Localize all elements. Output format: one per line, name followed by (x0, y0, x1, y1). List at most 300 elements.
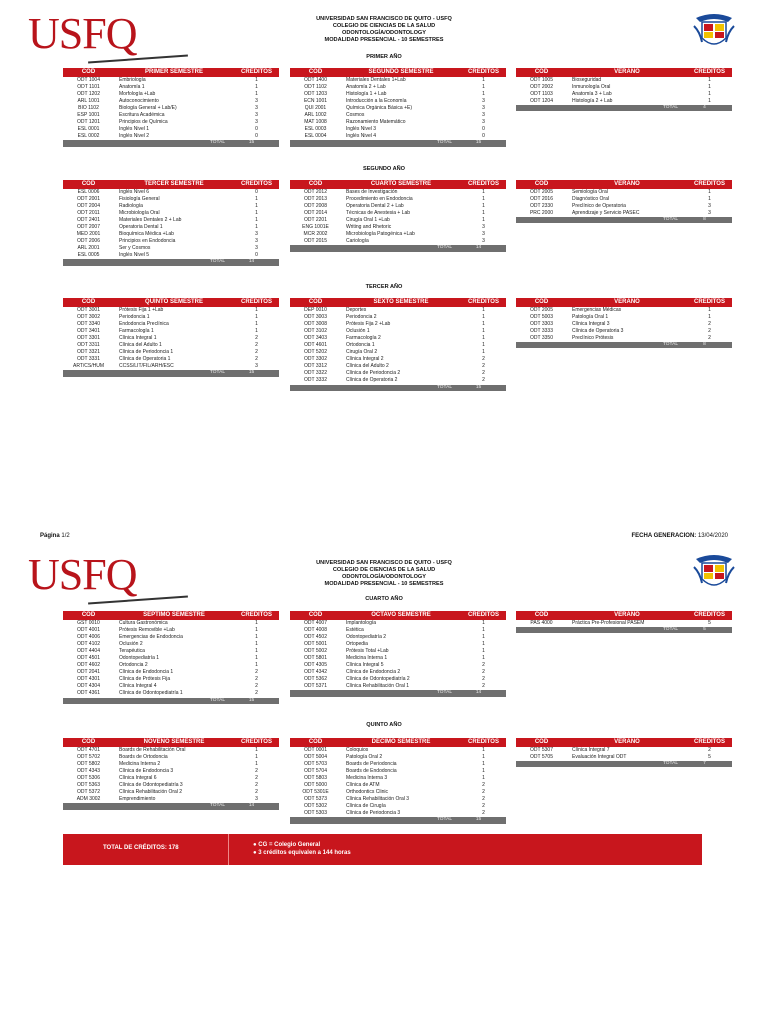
table-row (63, 676, 279, 683)
table-row (290, 803, 506, 810)
course-code: ODT 3301 (77, 334, 100, 341)
course-credits: 1 (255, 746, 258, 753)
total-label: TOTAL (436, 245, 452, 251)
course-name: Razonamiento Matemático (346, 119, 406, 126)
table-total-row (290, 385, 506, 392)
course-name: Anatomía 1 (119, 83, 145, 90)
table-header (290, 738, 506, 747)
course-name: Endodoncia Preclínica (119, 320, 169, 327)
table-row (63, 210, 279, 217)
course-credits: 1 (255, 83, 258, 90)
column-header: VERANO (614, 181, 640, 187)
table-row (290, 307, 506, 314)
course-code: ODT 5001 (304, 640, 327, 647)
table-row (63, 84, 279, 91)
table-row (290, 328, 506, 335)
course-code: ODT 4602 (77, 662, 100, 669)
course-name: Práctica Pre-Profesional PASEM (572, 619, 645, 626)
table-row (63, 252, 279, 259)
course-code: ODT 2201 (304, 216, 327, 223)
table-row (516, 196, 732, 203)
course-credits: 1 (255, 640, 258, 647)
course-credits: 1 (482, 76, 485, 83)
table-total-row (63, 370, 279, 377)
table-row (63, 761, 279, 768)
table-row (516, 84, 732, 91)
table-row (63, 690, 279, 697)
course-name: Embriología (119, 76, 146, 83)
course-code: ODT 5372 (77, 789, 100, 796)
course-code: ODT 4305 (304, 662, 327, 669)
course-credits: 1 (482, 334, 485, 341)
table-row (290, 196, 506, 203)
course-name: Anatomía 2 + Lab (346, 83, 386, 90)
total-label: TOTAL (662, 760, 678, 766)
column-header: COD (81, 299, 96, 305)
semester-table (516, 298, 732, 348)
course-name: Patología Oral 1 (572, 313, 609, 320)
table-total-row (63, 259, 279, 266)
total-value: 15 (248, 370, 255, 376)
course-name: Cirugía Oral 1 +Lab (346, 216, 390, 223)
course-credits: 3 (482, 97, 485, 104)
table-row (516, 754, 732, 761)
column-header: COD (81, 612, 96, 618)
course-credits: 2 (708, 320, 711, 327)
course-credits: 2 (482, 356, 485, 363)
semester-table (63, 611, 279, 704)
course-code: ODT 2330 (530, 202, 553, 209)
course-credits: 2 (255, 774, 258, 781)
course-credits: 1 (482, 640, 485, 647)
course-credits: 2 (482, 781, 485, 788)
semester-table (516, 180, 732, 223)
course-name: Farmacología 2 (346, 334, 381, 341)
course-name: Técnicas de Anestesia + Lab (346, 209, 411, 216)
total-value: 5 (703, 626, 706, 632)
course-name: Prótesis Total +Lab (346, 647, 389, 654)
table-total-row (516, 217, 732, 224)
total-label: TOTAL (209, 259, 225, 265)
table-row (63, 314, 279, 321)
course-name: Oclusión 2 (119, 640, 143, 647)
course-code: ODT 2011 (77, 209, 100, 216)
course-name: Medicina Interna 2 (119, 760, 161, 767)
column-header: TERCER SEMESTRE (144, 181, 204, 187)
total-value: 7 (703, 760, 706, 766)
course-credits: 3 (255, 245, 258, 252)
table-row (516, 335, 732, 342)
course-name: Escritura Académica (119, 111, 165, 118)
year-heading: PRIMER AÑO (366, 54, 402, 60)
course-credits: 1 (255, 90, 258, 97)
course-code: ODT 5002 (304, 647, 327, 654)
course-name: Odontopediatría 1 (119, 654, 160, 661)
course-credits: 1 (482, 216, 485, 223)
course-name: Ortopedia (346, 640, 368, 647)
course-name: Emergencias de Endodoncia (119, 633, 183, 640)
course-credits: 1 (255, 76, 258, 83)
course-name: Implantología (346, 619, 377, 626)
course-code: ODT 5704 (304, 767, 327, 774)
table-total-row (516, 761, 732, 768)
course-name: Prótesis Fija 1 +Lab (119, 306, 164, 313)
table-row (290, 98, 506, 105)
course-code: ODT 0001 (304, 746, 327, 753)
semester-table (63, 738, 279, 810)
course-credits: 1 (482, 202, 485, 209)
column-header: CREDITOS (468, 739, 499, 745)
course-name: Clínica de Endodoncia 1 (119, 669, 174, 676)
course-code: ODT 5004 (304, 753, 327, 760)
course-name: Preclínico Prótesis (572, 334, 614, 341)
table-row (63, 768, 279, 775)
course-name: Cirugía Oral 2 (346, 349, 378, 356)
course-name: Principios de Química (119, 119, 168, 126)
column-header: CREDITOS (468, 612, 499, 618)
column-header: COD (308, 299, 323, 305)
course-code: ODT 4501 (77, 654, 100, 661)
table-header (63, 298, 279, 307)
course-credits: 1 (255, 753, 258, 760)
course-name: Histología 2 + Lab (572, 97, 613, 104)
course-credits: 0 (482, 126, 485, 133)
table-row (290, 126, 506, 133)
table-header (516, 738, 732, 747)
course-credits: 2 (255, 349, 258, 356)
course-credits: 1 (708, 313, 711, 320)
summary-notes: ● CG = Colegio General ● 3 créditos equivalen a 144 horas (253, 842, 351, 856)
course-code: ODT 3311 (77, 341, 100, 348)
course-credits: 3 (482, 111, 485, 118)
course-name: Farmacología 1 (119, 327, 154, 334)
course-name: Aprendizaje y Servicio PASEC (572, 209, 640, 216)
usfq-logo: USFQ (28, 553, 137, 597)
course-code: ODT 5363 (77, 781, 100, 788)
table-row (63, 126, 279, 133)
course-code: ODT 5803 (304, 774, 327, 781)
table-row (290, 634, 506, 641)
semester-table (516, 611, 732, 633)
table-row (63, 224, 279, 231)
course-credits: 1 (255, 320, 258, 327)
course-credits: 1 (255, 633, 258, 640)
column-header: COD (534, 299, 549, 305)
table-row (63, 321, 279, 328)
table-row (290, 189, 506, 196)
course-credits: 3 (255, 231, 258, 238)
course-name: Diagnóstico Oral (572, 195, 609, 202)
page-header: UNIVERSIDAD SAN FRANCISCO DE QUITO - USFQ COLEGIO DE CIENCIAS DE LA SALUD ODONTOLOGÍA/ODONTOLOGY MODALIDAD PRESENCIAL - 10 SEMESTRES (316, 560, 452, 587)
course-credits: 2 (255, 789, 258, 796)
course-credits: 2 (482, 377, 485, 384)
course-code: ODT 4343 (77, 767, 100, 774)
course-credits: 3 (708, 202, 711, 209)
page-number: Página 1/2 (40, 533, 70, 539)
course-code: ODT 5373 (304, 796, 327, 803)
course-credits: 1 (708, 83, 711, 90)
course-code: ODT 5362 (304, 676, 327, 683)
table-row (63, 775, 279, 782)
course-name: Clínica Integral 3 (572, 320, 610, 327)
table-total-row (63, 698, 279, 705)
course-credits: 1 (482, 774, 485, 781)
course-name: Clínica de Endodoncia 2 (346, 669, 401, 676)
year-heading: CUARTO AÑO (365, 596, 403, 602)
table-row (290, 775, 506, 782)
course-code: ODT 2008 (304, 202, 327, 209)
table-header (516, 611, 732, 620)
course-credits: 2 (482, 789, 485, 796)
total-label: TOTAL (436, 384, 452, 390)
table-total-row (63, 803, 279, 810)
course-code: ODT 5705 (530, 753, 553, 760)
column-header: CREDITOS (694, 181, 725, 187)
course-code: ODT 5802 (77, 760, 100, 767)
column-header: CREDITOS (694, 299, 725, 305)
column-header: SEPTIMO SEMESTRE (143, 612, 205, 618)
course-credits: 1 (255, 202, 258, 209)
course-credits: 2 (255, 356, 258, 363)
table-row (63, 217, 279, 224)
table-row (290, 655, 506, 662)
course-credits: 1 (255, 327, 258, 334)
course-credits: 2 (255, 676, 258, 683)
course-code: ODT 4102 (77, 640, 100, 647)
course-credits: 1 (482, 195, 485, 202)
course-credits: 3 (482, 238, 485, 245)
course-name: Clínica Integral 2 (346, 356, 384, 363)
total-value: 14 (475, 690, 482, 696)
course-name: Ortodoncia 2 (119, 662, 148, 669)
table-row (290, 370, 506, 377)
course-code: ARL 2001 (77, 245, 100, 252)
table-total-row (516, 627, 732, 634)
table-row (290, 761, 506, 768)
course-name: Bases de Investigación (346, 188, 398, 195)
course-credits: 3 (482, 119, 485, 126)
course-name: Inglés Nivel 1 (119, 126, 150, 133)
semester-table (516, 68, 732, 111)
course-name: Clínica de Odontopediatría 2 (346, 676, 410, 683)
column-header: CREDITOS (694, 612, 725, 618)
course-credits: 1 (482, 83, 485, 90)
course-code: ODT 1204 (530, 97, 553, 104)
total-value: 14 (248, 259, 255, 265)
course-code: MAT 1008 (304, 119, 327, 126)
column-header: NOVENO SEMESTRE (143, 739, 205, 745)
course-code: ODT 5703 (304, 760, 327, 767)
course-credits: 1 (255, 313, 258, 320)
course-name: Clínica de Operatoria 2 (346, 377, 398, 384)
course-name: Clínica Rehabilitación Oral 3 (346, 796, 410, 803)
course-code: ODT 3322 (304, 370, 327, 377)
course-name: Clínica de Endodoncia 3 (119, 767, 174, 774)
course-code: ODT 1005 (530, 76, 553, 83)
table-row (290, 217, 506, 224)
table-header (63, 68, 279, 77)
column-header: VERANO (614, 612, 640, 618)
course-name: Clínica del Adulto 1 (119, 341, 162, 348)
course-credits: 1 (708, 188, 711, 195)
course-credits: 1 (255, 662, 258, 669)
table-header (290, 298, 506, 307)
table-row (290, 133, 506, 140)
course-credits: 1 (482, 313, 485, 320)
course-credits: 1 (255, 216, 258, 223)
course-name: Deportes (346, 306, 367, 313)
total-value: 15 (248, 140, 255, 146)
table-row (516, 328, 732, 335)
table-row (63, 796, 279, 803)
table-row (63, 363, 279, 370)
table-row (63, 238, 279, 245)
course-credits: 1 (255, 306, 258, 313)
course-credits: 2 (255, 341, 258, 348)
table-row (516, 307, 732, 314)
course-code: ODT 4601 (304, 341, 327, 348)
course-credits: 2 (255, 781, 258, 788)
course-credits: 2 (482, 370, 485, 377)
course-credits: 1 (708, 195, 711, 202)
table-row (290, 342, 506, 349)
course-name: Microbiología Patogénica +Lab (346, 231, 415, 238)
course-name: Coloquios (346, 746, 369, 753)
course-code: ODT 1203 (304, 90, 327, 97)
course-code: ODT 4502 (304, 633, 327, 640)
course-code: ODT 1201 (77, 119, 100, 126)
table-row (516, 314, 732, 321)
course-code: ENG 1001E (302, 223, 329, 230)
course-code: ART/CS/HUM (72, 363, 105, 370)
total-value: 15 (248, 697, 255, 703)
course-credits: 2 (482, 669, 485, 676)
table-row (290, 349, 506, 356)
table-row (63, 91, 279, 98)
course-credits: 2 (482, 683, 485, 690)
course-name: Materiales Dentales 1+Lab (346, 76, 406, 83)
table-row (516, 91, 732, 98)
column-header: SEGUNDO SEMESTRE (368, 69, 434, 75)
table-row (63, 335, 279, 342)
total-credits: TOTAL DE CRÉDITOS: 178 (103, 845, 179, 851)
column-header: COD (81, 739, 96, 745)
column-header: CREDITOS (241, 612, 272, 618)
course-code: ODT 1400 (304, 76, 327, 83)
table-header (63, 180, 279, 189)
total-label: TOTAL (209, 803, 225, 809)
table-row (290, 648, 506, 655)
course-code: ESL 0003 (304, 126, 327, 133)
total-label: TOTAL (662, 626, 678, 632)
course-code: PAS 4000 (530, 619, 553, 626)
table-row (290, 641, 506, 648)
course-credits: 0 (255, 252, 258, 259)
table-row (63, 655, 279, 662)
column-header: CREDITOS (241, 299, 272, 305)
course-code: ODT 3350 (530, 334, 553, 341)
total-label: TOTAL (662, 216, 678, 222)
column-header: CREDITOS (241, 739, 272, 745)
course-credits: 1 (482, 760, 485, 767)
course-credits: 2 (255, 334, 258, 341)
course-credits: 2 (255, 669, 258, 676)
course-credits: 3 (255, 363, 258, 370)
course-credits: 3 (482, 231, 485, 238)
course-code: ODT 2012 (304, 188, 327, 195)
course-name: Periodoncia 2 (346, 313, 377, 320)
course-code: ODT 2013 (304, 195, 327, 202)
course-name: Clínica Rehabilitación Oral 2 (119, 789, 183, 796)
total-label: TOTAL (662, 104, 678, 110)
table-row (290, 119, 506, 126)
table-row (63, 754, 279, 761)
course-code: ODT 4701 (77, 746, 100, 753)
column-header: COD (308, 181, 323, 187)
table-row (63, 782, 279, 789)
year-heading: SEGUNDO AÑO (362, 166, 406, 172)
course-name: Evaluación Integral ODT (572, 753, 627, 760)
course-code: ODT 4342 (304, 669, 327, 676)
column-header: CREDITOS (468, 181, 499, 187)
semester-table (63, 298, 279, 377)
course-code: ODT 4007 (304, 619, 327, 626)
table-row (63, 328, 279, 335)
table-row (63, 349, 279, 356)
table-row (290, 105, 506, 112)
table-row (63, 789, 279, 796)
course-code: ODT 5302 (304, 803, 327, 810)
semester-table (290, 611, 506, 697)
course-code: ODT 5306 (77, 774, 100, 781)
total-value: 15 (475, 140, 482, 146)
course-code: ODT 3331 (77, 356, 100, 363)
table-row (63, 641, 279, 648)
course-name: Inglés Nivel 2 (119, 133, 150, 140)
course-name: Clínica de Odontopediatría 1 (119, 690, 183, 697)
table-total-row (290, 245, 506, 252)
column-header: CREDITOS (694, 69, 725, 75)
course-name: Clínica Rehabilitación Oral 1 (346, 683, 410, 690)
table-row (63, 77, 279, 84)
total-value: 15 (475, 817, 482, 823)
course-credits: 1 (255, 626, 258, 633)
course-code: ODT 2014 (304, 209, 327, 216)
course-credits: 1 (482, 647, 485, 654)
course-credits: 2 (708, 327, 711, 334)
course-code: ODT 3312 (304, 363, 327, 370)
course-name: Inglés Nivel 3 (346, 126, 377, 133)
course-credits: 1 (708, 97, 711, 104)
course-code: MCR 2002 (303, 231, 328, 238)
table-row (63, 683, 279, 690)
course-credits: 1 (482, 327, 485, 334)
table-row (290, 356, 506, 363)
course-name: Clínica Integral 4 (119, 683, 157, 690)
course-credits: 1 (255, 209, 258, 216)
table-row (516, 620, 732, 627)
table-header (516, 298, 732, 307)
semester-table (290, 298, 506, 391)
course-credits: 0 (255, 188, 258, 195)
course-credits: 3 (708, 209, 711, 216)
course-code: ODT 2005 (530, 188, 553, 195)
semester-table (63, 180, 279, 266)
table-header (516, 68, 732, 77)
column-header: VERANO (614, 739, 640, 745)
course-name: Inglés Nivel 4 (346, 133, 377, 140)
course-code: ODT 2015 (304, 238, 327, 245)
